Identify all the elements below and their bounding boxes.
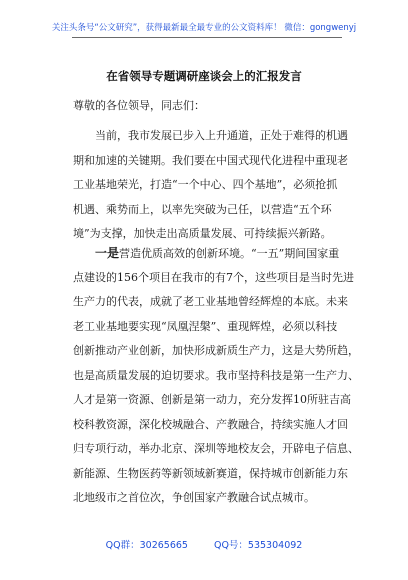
paragraph-1 [73,124,348,247]
paragraph-line: 工业基地荣光，打造“一个中心、四个基地”，必须抢抓 [73,178,338,191]
paragraph-line: 期和加速的关键期。我们要在中国式现代化进程中重现老 [73,153,348,167]
header-notice[interactable]: 关注头条号“公文研究”，获得最新最全最专业的公文资料库！ 微信：gongwenyj [51,23,357,33]
paragraph-line: 老工业基地要实现“凤凰涅槃”、重现辉煌，必须以科技 [73,319,338,333]
paragraph-line: 北地级市之首位次，争创国家产教融合试点城市。 [73,491,315,504]
paragraph-line: 创新推动产业创新，加快形成新质生产力，这是大势所趋， [73,344,359,357]
paragraph-line: 点建设的156个项目在我市的有7个，这些项目是当时先进 [73,270,354,284]
paragraph-lead: 一是 [95,246,120,260]
document-title: 在省领导专题调研座谈会上的汇报发言 [106,69,302,83]
paragraph-line: 当前，我市发展已步入上升通道，正处于难得的机遇 [95,129,348,142]
footer-contacts [0,537,408,551]
paragraph-line: 生产力的代表，成就了老工业基地曾经辉煌的本底。未来 [73,295,348,308]
footer-qq-group[interactable]: QQ群：30265665 [105,540,188,551]
paragraph-line: 校科教资源，深化校城融合、产教融合，持续实施人才回 [73,417,348,431]
paragraph-2 [73,241,359,511]
paragraph-line [73,241,343,266]
paragraph-line-text: 营造优质高效的创新环境。“一五”期间国家重 [119,247,340,260]
salutation: 尊敬的各位领导，同志们： [73,99,205,112]
paragraph-line: 机遇、乘势而上，以率先突破为己任，以营造“五个环 [73,202,332,216]
paragraph-line: 境”为支撑，加快走出高质量发展、可持续振兴新路。 [73,227,332,240]
paragraph-line: 归专项行动，举办北京、深圳等地校友会，开辟电子信息、 [73,442,359,455]
paragraph-line: 人才是第一资源、创新是第一动力，充分发挥10所驻吉高 [73,393,351,406]
footer-qq-number[interactable]: QQ号：535304092 [213,540,303,551]
paragraph-line: 新能源、生物医药等新领域新赛道，保持城市创新能力东 [73,466,348,480]
paragraph-line: 也是高质量发展的迫切要求。我市坚持科技是第一生产力、 [73,368,359,382]
header-divider [72,37,342,38]
